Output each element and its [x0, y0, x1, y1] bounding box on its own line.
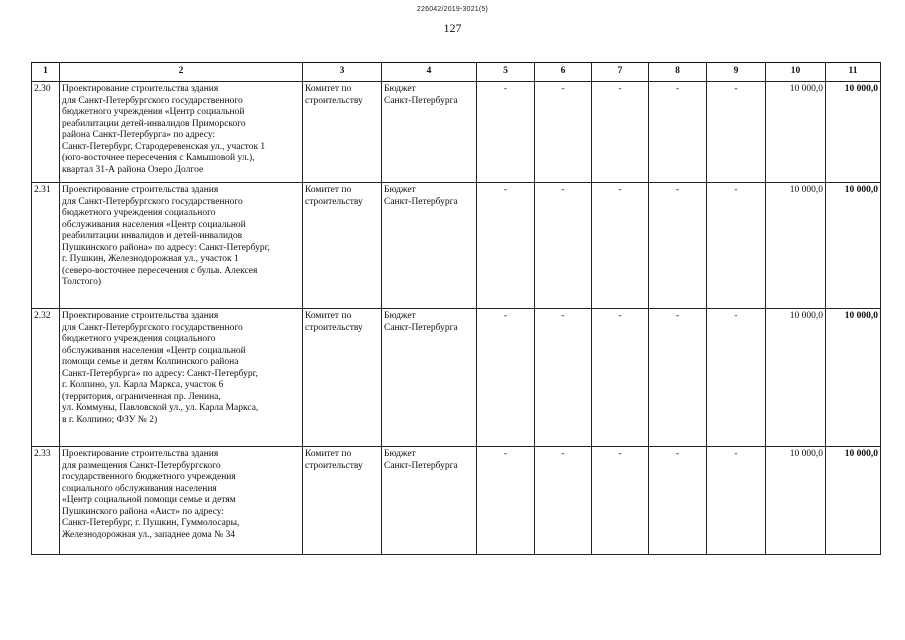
- col5-value: -: [477, 183, 535, 309]
- funding-source: Бюджет Санкт-Петербурга: [382, 309, 477, 447]
- col7-value: -: [592, 82, 649, 183]
- column-header-5: 5: [477, 63, 535, 82]
- funding-source: Бюджет Санкт-Петербурга: [382, 82, 477, 183]
- col6-value: -: [535, 309, 592, 447]
- col6-value: -: [535, 183, 592, 309]
- col6-value: -: [535, 447, 592, 555]
- col9-value: -: [707, 309, 766, 447]
- col9-value: -: [707, 447, 766, 555]
- col7-value: -: [592, 309, 649, 447]
- column-header-4: 4: [382, 63, 477, 82]
- col10-amount: 10 000,0: [766, 183, 826, 309]
- col7-value: -: [592, 447, 649, 555]
- responsible-committee: Комитет по строительству: [303, 183, 382, 309]
- column-header-8: 8: [649, 63, 707, 82]
- col10-amount: 10 000,0: [766, 309, 826, 447]
- table-header-row: [32, 63, 881, 82]
- column-header-6: 6: [535, 63, 592, 82]
- budget-table: [31, 62, 881, 555]
- responsible-committee: Комитет по строительству: [303, 82, 382, 183]
- row-number: 2.30: [32, 82, 60, 183]
- table-row: [32, 183, 881, 309]
- responsible-committee: Комитет по строительству: [303, 447, 382, 555]
- col8-value: -: [649, 447, 707, 555]
- col8-value: -: [649, 82, 707, 183]
- column-header-2: 2: [60, 63, 303, 82]
- column-header-9: 9: [707, 63, 766, 82]
- page-number: 127: [443, 21, 462, 35]
- project-description: Проектирование строительства здания для Санкт-Петербургского государственного бюджетного учреждения социального обслуживания населения «Центр социальной реабилитации инвалидов и детей-инвалидов Пушкинского района» по адресу: Санкт-Петербург, г. Пушкин, Железнодорожная ул., участок 1 (северо-восточнее пересечения с бульв. Алексея Толстого): [60, 183, 303, 309]
- project-description: Проектирование строительства здания для Санкт-Петербургского государственного бюджетного учреждения социального обслуживания населения «Центр социальной помощи семье и детям Колпинского района Санкт-Петербурга» по адресу: Санкт-Петербург, г. Колпино, ул. Карла Маркса, участок 6 (территория, ограниченная пр. Ленина, ул. Коммуны, Павловской ул., ул. Карла Маркса, в г. Колпино; ФЗУ № 2): [60, 309, 303, 447]
- col8-value: -: [649, 183, 707, 309]
- col11-total: 10 000,0: [826, 183, 881, 309]
- col5-value: -: [477, 82, 535, 183]
- column-header-1: 1: [32, 63, 60, 82]
- project-description: Проектирование строительства здания для размещения Санкт-Петербургского государственного бюджетного учреждения социального обслуживания населения «Центр социальной помощи семье и детям Пушкинского района «Аист» по адресу: Санкт-Петербург, г. Пушкин, Гуммолосары, Железнодорожная ул., западнее дома № 34: [60, 447, 303, 555]
- column-header-3: 3: [303, 63, 382, 82]
- col5-value: -: [477, 309, 535, 447]
- column-header-11: 11: [826, 63, 881, 82]
- row-number: 2.32: [32, 309, 60, 447]
- table-row: [32, 309, 881, 447]
- document-id: 226042/2019-3021(5): [416, 6, 489, 13]
- col7-value: -: [592, 183, 649, 309]
- row-number: 2.33: [32, 447, 60, 555]
- col9-value: -: [707, 82, 766, 183]
- column-header-7: 7: [592, 63, 649, 82]
- col10-amount: 10 000,0: [766, 82, 826, 183]
- table-row: [32, 82, 881, 183]
- row-number: 2.31: [32, 183, 60, 309]
- col5-value: -: [477, 447, 535, 555]
- col11-total: 10 000,0: [826, 309, 881, 447]
- col6-value: -: [535, 82, 592, 183]
- table-row: [32, 447, 881, 555]
- responsible-committee: Комитет по строительству: [303, 309, 382, 447]
- project-description: Проектирование строительства здания для Санкт-Петербургского государственного бюджетного учреждения «Центр социальной реабилитации детей-инвалидов Приморского района Санкт-Петербурга» по адресу: Санкт-Петербург, Стародеревенская ул., участок 1 (юго-восточнее пересечения с Камышовой ул.), квартал 31-А района Озеро Долгое: [60, 82, 303, 183]
- column-header-10: 10: [766, 63, 826, 82]
- col8-value: -: [649, 309, 707, 447]
- col10-amount: 10 000,0: [766, 447, 826, 555]
- funding-source: Бюджет Санкт-Петербурга: [382, 447, 477, 555]
- col9-value: -: [707, 183, 766, 309]
- col11-total: 10 000,0: [826, 82, 881, 183]
- col11-total: 10 000,0: [826, 447, 881, 555]
- funding-source: Бюджет Санкт-Петербурга: [382, 183, 477, 309]
